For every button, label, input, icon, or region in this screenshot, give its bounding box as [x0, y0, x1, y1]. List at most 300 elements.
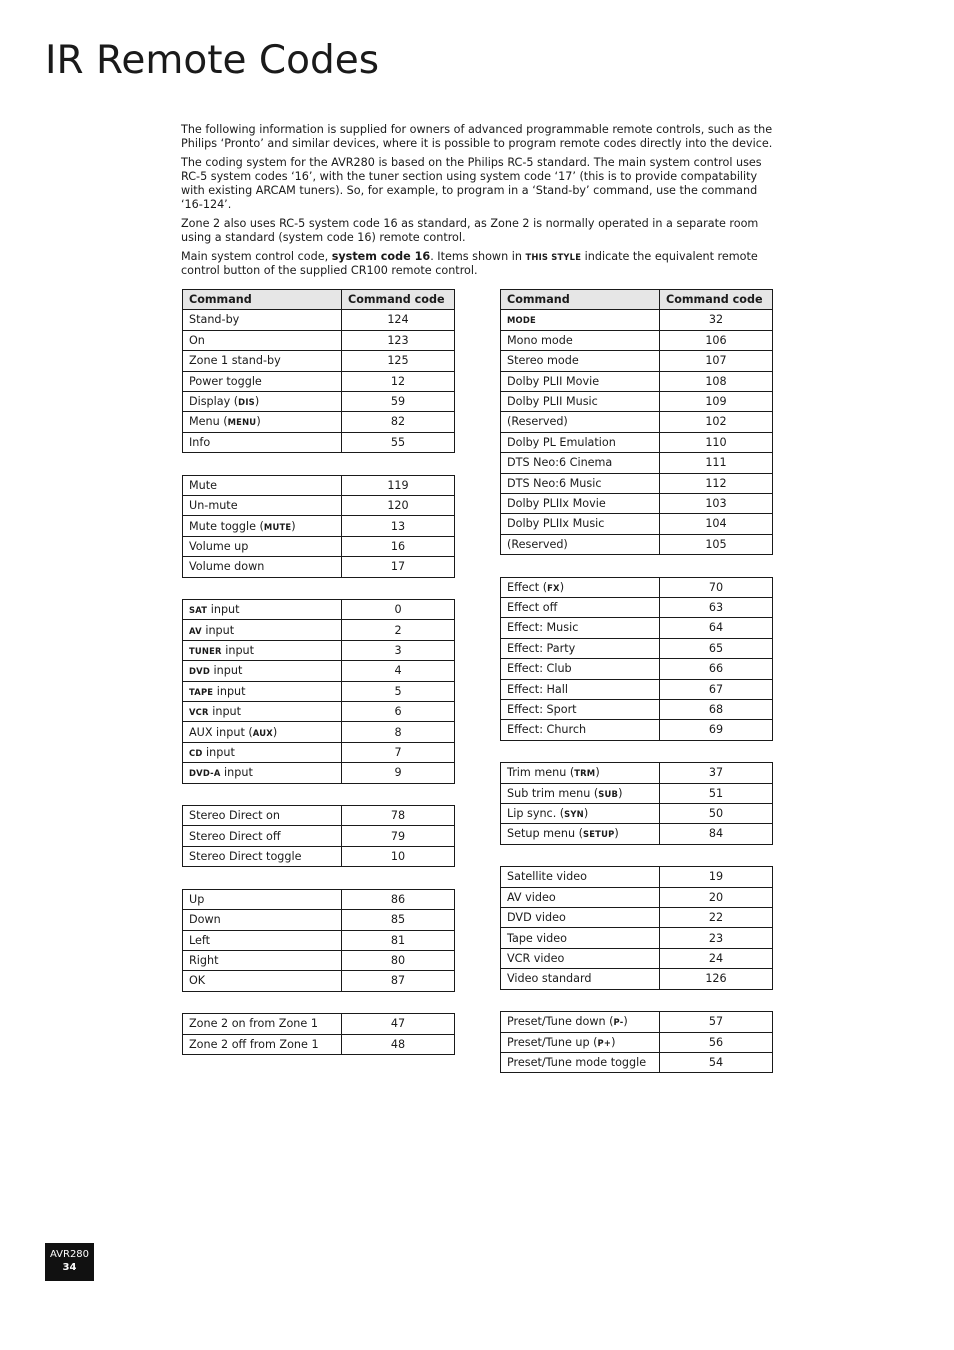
table-row	[183, 412, 455, 432]
command-text: Dolby PL Emulation	[507, 435, 616, 449]
command-text: Trim menu (	[507, 766, 575, 780]
command-code: 87	[342, 971, 455, 991]
command-code: 68	[660, 699, 773, 719]
command-code: 10	[342, 846, 455, 866]
table-row	[183, 330, 455, 350]
code-table	[182, 805, 455, 867]
command-text: )	[611, 1035, 616, 1049]
command-name	[501, 908, 660, 928]
command-name	[501, 659, 660, 679]
command-code: 104	[660, 514, 773, 534]
table-row	[501, 867, 773, 887]
command-text: Preset/Tune mode toggle	[507, 1055, 647, 1069]
table-row	[501, 351, 773, 371]
command-name	[501, 391, 660, 411]
remote-button-label: TRM	[574, 768, 596, 779]
table-row	[501, 969, 773, 989]
command-text: Info	[189, 435, 211, 449]
table-row	[501, 763, 773, 783]
table-row	[501, 432, 773, 452]
table-header-row	[183, 290, 455, 310]
command-code: 111	[660, 453, 773, 473]
header-command-code: Command code	[660, 290, 773, 310]
command-code: 32	[660, 310, 773, 330]
table-row	[183, 910, 455, 930]
table-row	[501, 783, 773, 803]
command-text: input	[201, 623, 235, 637]
table-row	[183, 889, 455, 909]
table-row	[501, 577, 773, 597]
command-name	[501, 803, 660, 823]
model-name: AVR280	[49, 1249, 90, 1260]
command-code: 107	[660, 351, 773, 371]
command-text: Zone 2 off from Zone 1	[189, 1037, 319, 1051]
command-text: Effect (	[507, 580, 548, 594]
intro-paragraph: The following information is supplied for owners of advanced programmable remote controls, such as the Philips ‘Pronto’ and similar devices, where it is possible to program remote codes directly into the device.	[181, 123, 773, 151]
command-code: 17	[342, 557, 455, 577]
table-row	[183, 536, 455, 556]
command-name	[501, 824, 660, 844]
intro-paragraph: The coding system for the AVR280 is based on the Philips RC-5 standard. The main system control uses RC-5 system codes ‘16’, with the tuner section using system code ‘17’ (this is to provide compatability with existing ARCAM tuners). So, for example, to program in a ‘Stand-by’ command, use the command ‘16-124’.	[181, 155, 762, 212]
command-text: Zone 1 stand-by	[189, 354, 281, 368]
table-row	[183, 600, 455, 620]
command-name	[501, 453, 660, 473]
table-row	[183, 620, 455, 640]
command-name	[501, 351, 660, 371]
command-text: Stand-by	[189, 313, 240, 327]
command-code: 86	[342, 889, 455, 909]
command-text: )	[559, 580, 565, 594]
code-table	[500, 577, 773, 741]
command-name	[183, 950, 342, 970]
command-code: 19	[660, 867, 773, 887]
command-text: Dolby PLII Music	[507, 395, 598, 409]
table-row	[183, 371, 455, 391]
command-text: Effect: Music	[507, 621, 579, 635]
table-row	[501, 659, 773, 679]
command-code: 67	[660, 679, 773, 699]
intro-text-run: Main system control code,	[181, 249, 332, 263]
remote-button-label: MODE	[507, 315, 536, 326]
command-code: 124	[342, 310, 455, 330]
table-row	[501, 534, 773, 554]
command-name	[501, 493, 660, 513]
command-code: 59	[342, 391, 455, 411]
command-code: 85	[342, 910, 455, 930]
command-name	[501, 1012, 660, 1032]
code-table	[182, 1013, 455, 1055]
table-row	[501, 679, 773, 699]
command-text: Menu (	[189, 415, 228, 429]
command-text: )	[614, 827, 619, 841]
command-text: (Reserved)	[507, 537, 568, 551]
command-name	[183, 889, 342, 909]
code-table	[500, 762, 773, 845]
command-text: DTS Neo:6 Music	[507, 476, 602, 490]
command-name	[183, 310, 342, 330]
command-code: 13	[342, 516, 455, 536]
command-name	[183, 371, 342, 391]
command-code: 120	[342, 496, 455, 516]
command-name	[183, 557, 342, 577]
page-footer-badge	[45, 1243, 94, 1281]
command-text: Down	[189, 913, 221, 927]
command-text: input	[221, 643, 255, 657]
header-command: Command	[183, 290, 342, 310]
command-text: Power toggle	[189, 374, 262, 388]
command-code: 112	[660, 473, 773, 493]
command-name	[183, 640, 342, 660]
command-name	[501, 412, 660, 432]
command-code: 84	[660, 824, 773, 844]
command-code: 20	[660, 887, 773, 907]
table-row	[183, 681, 455, 701]
table-row	[183, 1014, 455, 1034]
command-text: Volume down	[189, 560, 265, 574]
table-row	[501, 597, 773, 617]
command-code: 55	[342, 432, 455, 452]
command-text: Tape video	[507, 931, 567, 945]
command-name	[183, 516, 342, 536]
command-text: Stereo Direct on	[189, 809, 280, 823]
command-code: 79	[342, 826, 455, 846]
table-row	[183, 661, 455, 681]
command-name	[183, 1014, 342, 1034]
table-row	[501, 824, 773, 844]
command-name	[501, 371, 660, 391]
command-code: 126	[660, 969, 773, 989]
style-example: THIS STYLE	[525, 251, 582, 262]
table-row	[501, 412, 773, 432]
command-code: 82	[342, 412, 455, 432]
command-code: 24	[660, 948, 773, 968]
command-text: Mono mode	[507, 333, 573, 347]
table-row	[501, 618, 773, 638]
command-code: 48	[342, 1034, 455, 1054]
table-row	[183, 496, 455, 516]
command-text: Dolby PLIIx Movie	[507, 497, 606, 510]
command-text: DTS Neo:6 Cinema	[507, 456, 613, 470]
command-text: On	[189, 333, 205, 347]
command-name	[501, 534, 660, 554]
command-text: input	[213, 684, 246, 698]
command-text: Mute	[189, 478, 218, 492]
table-row	[183, 516, 455, 536]
code-table	[182, 475, 455, 578]
table-row	[183, 742, 455, 762]
command-text: DVD video	[507, 911, 566, 925]
code-table	[182, 889, 455, 992]
table-row	[501, 803, 773, 823]
command-text: input	[207, 603, 240, 617]
table-row	[501, 453, 773, 473]
command-text: Effect: Party	[507, 641, 576, 655]
command-code: 54	[660, 1052, 773, 1072]
command-name	[183, 412, 342, 432]
command-text: Effect off	[507, 601, 558, 615]
command-name	[501, 432, 660, 452]
table-row	[501, 473, 773, 493]
command-code: 7	[342, 742, 455, 762]
command-name	[501, 330, 660, 350]
table-row	[183, 640, 455, 660]
table-row	[501, 699, 773, 719]
intro-text	[181, 123, 775, 283]
command-text: Video standard	[507, 972, 592, 986]
command-code: 119	[342, 475, 455, 495]
right-code-tables	[500, 289, 773, 1073]
command-name	[501, 618, 660, 638]
command-code: 2	[342, 620, 455, 640]
command-code: 5	[342, 681, 455, 701]
command-code: 47	[342, 1014, 455, 1034]
command-text: Effect: Club	[507, 662, 572, 676]
command-code: 6	[342, 702, 455, 722]
remote-button-label: DIS	[238, 397, 255, 408]
command-name	[501, 1032, 660, 1052]
page-title: IR Remote Codes	[45, 38, 380, 83]
command-name	[183, 1034, 342, 1054]
table-row	[501, 928, 773, 948]
command-name	[501, 928, 660, 948]
code-table	[500, 866, 773, 989]
command-code: 69	[660, 720, 773, 740]
command-name	[501, 783, 660, 803]
command-code: 0	[342, 600, 455, 620]
table-row	[183, 1034, 455, 1054]
command-name	[501, 763, 660, 783]
command-code: 105	[660, 534, 773, 554]
table-row	[183, 391, 455, 411]
table-row	[183, 557, 455, 577]
command-text: )	[272, 725, 278, 739]
command-code: 63	[660, 597, 773, 617]
command-text: input	[210, 664, 243, 678]
command-name	[183, 763, 342, 783]
command-name	[183, 826, 342, 846]
command-name	[183, 971, 342, 991]
command-text: Effect: Church	[507, 723, 587, 737]
command-name	[501, 310, 660, 330]
command-name	[183, 432, 342, 452]
table-row	[183, 971, 455, 991]
command-code: 56	[660, 1032, 773, 1052]
table-row	[183, 950, 455, 970]
remote-button-label: AUX	[252, 727, 273, 738]
table-row	[183, 351, 455, 371]
command-name	[183, 536, 342, 556]
command-code: 16	[342, 536, 455, 556]
table-row	[183, 475, 455, 495]
command-name	[501, 514, 660, 534]
command-code: 123	[342, 330, 455, 350]
command-name	[501, 638, 660, 658]
command-code: 64	[660, 618, 773, 638]
command-text: Preset/Tune up (	[507, 1035, 598, 1049]
command-code: 81	[342, 930, 455, 950]
command-text: Lip sync. (	[507, 807, 565, 821]
table-row	[501, 514, 773, 534]
code-table	[182, 599, 455, 784]
table-row	[501, 908, 773, 928]
command-code: 125	[342, 351, 455, 371]
command-code: 9	[342, 763, 455, 783]
command-text: Effect: Sport	[507, 703, 577, 717]
table-row	[501, 948, 773, 968]
command-text: Mute toggle (	[189, 519, 264, 533]
remote-button-label: TUNER	[189, 645, 222, 656]
command-text: Right	[189, 954, 219, 968]
page-number: 34	[62, 1262, 77, 1273]
command-code: 4	[342, 661, 455, 681]
command-code: 57	[660, 1012, 773, 1032]
command-text: Up	[189, 892, 205, 906]
command-code: 23	[660, 928, 773, 948]
command-code: 50	[660, 803, 773, 823]
command-text: Setup menu (	[507, 827, 584, 841]
command-text: Left	[189, 933, 211, 947]
command-name	[183, 846, 342, 866]
command-name	[183, 351, 342, 371]
command-text: Un-mute	[189, 499, 238, 513]
command-code: 103	[660, 493, 773, 513]
command-code: 80	[342, 950, 455, 970]
table-row	[501, 1032, 773, 1052]
command-text: Stereo mode	[507, 354, 579, 368]
command-name	[183, 600, 342, 620]
remote-button-label: AV	[189, 625, 202, 636]
remote-button-label: VCR	[189, 707, 209, 718]
table-row	[501, 638, 773, 658]
command-text: Zone 2 on from Zone 1	[189, 1017, 318, 1031]
command-text: Effect: Hall	[507, 682, 569, 696]
remote-button-label: P-	[613, 1017, 624, 1028]
command-text: )	[595, 766, 600, 780]
code-table	[500, 289, 773, 555]
command-name	[501, 597, 660, 617]
command-name	[501, 969, 660, 989]
command-code: 110	[660, 432, 773, 452]
command-name	[183, 806, 342, 826]
table-row	[501, 493, 773, 513]
command-text: )	[618, 786, 623, 800]
command-name	[501, 887, 660, 907]
command-text: Sub trim menu (	[507, 786, 599, 800]
command-name	[183, 681, 342, 701]
command-name	[501, 699, 660, 719]
remote-button-label: SYN	[564, 809, 584, 820]
command-code: 12	[342, 371, 455, 391]
command-code: 65	[660, 638, 773, 658]
command-text: VCR video	[507, 951, 565, 965]
command-name	[183, 330, 342, 350]
command-name	[183, 722, 342, 742]
command-name	[501, 577, 660, 597]
command-name	[183, 496, 342, 516]
code-table	[500, 1011, 773, 1073]
remote-button-label: DVD	[189, 666, 210, 677]
intro-paragraph: Zone 2 also uses RC-5 system code 16 as standard, as Zone 2 is normally operated in a separate room using a standard (system code 16) remote control.	[181, 217, 759, 245]
command-code: 8	[342, 722, 455, 742]
table-row	[501, 1012, 773, 1032]
command-text: Satellite video	[507, 870, 587, 884]
command-name	[501, 473, 660, 493]
remote-button-label: TAPE	[189, 686, 214, 697]
intro-text-run: indicate the equivalent remote control button of the supplied CR100 remote control.	[181, 249, 758, 277]
table-row	[501, 330, 773, 350]
remote-button-label: SUB	[598, 788, 619, 799]
table-row	[183, 763, 455, 783]
command-code: 70	[660, 577, 773, 597]
command-text: )	[291, 519, 296, 533]
table-row	[183, 702, 455, 722]
command-code: 102	[660, 412, 773, 432]
remote-button-label: MUTE	[263, 521, 292, 532]
command-name	[501, 720, 660, 740]
table-row	[183, 930, 455, 950]
command-name	[183, 661, 342, 681]
remote-button-label: DVD-A	[189, 768, 221, 779]
command-text: )	[623, 1015, 628, 1029]
remote-button-label: FX	[547, 582, 560, 593]
command-code: 66	[660, 659, 773, 679]
header-command-code: Command code	[342, 290, 455, 310]
command-code: 78	[342, 806, 455, 826]
command-code: 108	[660, 371, 773, 391]
command-text: )	[256, 415, 261, 429]
remote-button-label: MENU	[227, 417, 257, 428]
remote-button-label: SAT	[189, 605, 208, 616]
command-text: input	[202, 745, 235, 759]
intro-text-run: . Items shown in	[430, 249, 526, 263]
table-row	[183, 310, 455, 330]
table-row	[183, 722, 455, 742]
command-name	[183, 742, 342, 762]
table-header-row	[501, 290, 773, 310]
command-text: AUX input (	[189, 725, 253, 739]
intro-paragraph	[181, 250, 775, 278]
table-row	[501, 371, 773, 391]
code-table	[182, 289, 455, 453]
command-text: Display (	[189, 395, 239, 409]
command-text: OK	[189, 974, 206, 988]
command-text: (Reserved)	[507, 415, 568, 429]
header-command: Command	[501, 290, 660, 310]
command-name	[183, 391, 342, 411]
remote-button-label: SETUP	[583, 829, 615, 840]
command-code: 106	[660, 330, 773, 350]
table-row	[183, 826, 455, 846]
command-text: Dolby PLII Movie	[507, 374, 600, 388]
command-text: input	[220, 766, 253, 780]
command-name	[183, 910, 342, 930]
table-row	[501, 720, 773, 740]
command-code: 3	[342, 640, 455, 660]
command-code: 51	[660, 783, 773, 803]
table-row	[183, 432, 455, 452]
table-row	[183, 846, 455, 866]
command-name	[501, 679, 660, 699]
remote-button-label: P+	[597, 1037, 612, 1048]
command-name	[501, 867, 660, 887]
command-code: 109	[660, 391, 773, 411]
command-text: input	[208, 705, 242, 719]
command-text: Volume up	[189, 539, 249, 553]
remote-button-label: CD	[189, 747, 203, 758]
command-name	[183, 620, 342, 640]
command-name	[501, 948, 660, 968]
table-row	[501, 1052, 773, 1072]
